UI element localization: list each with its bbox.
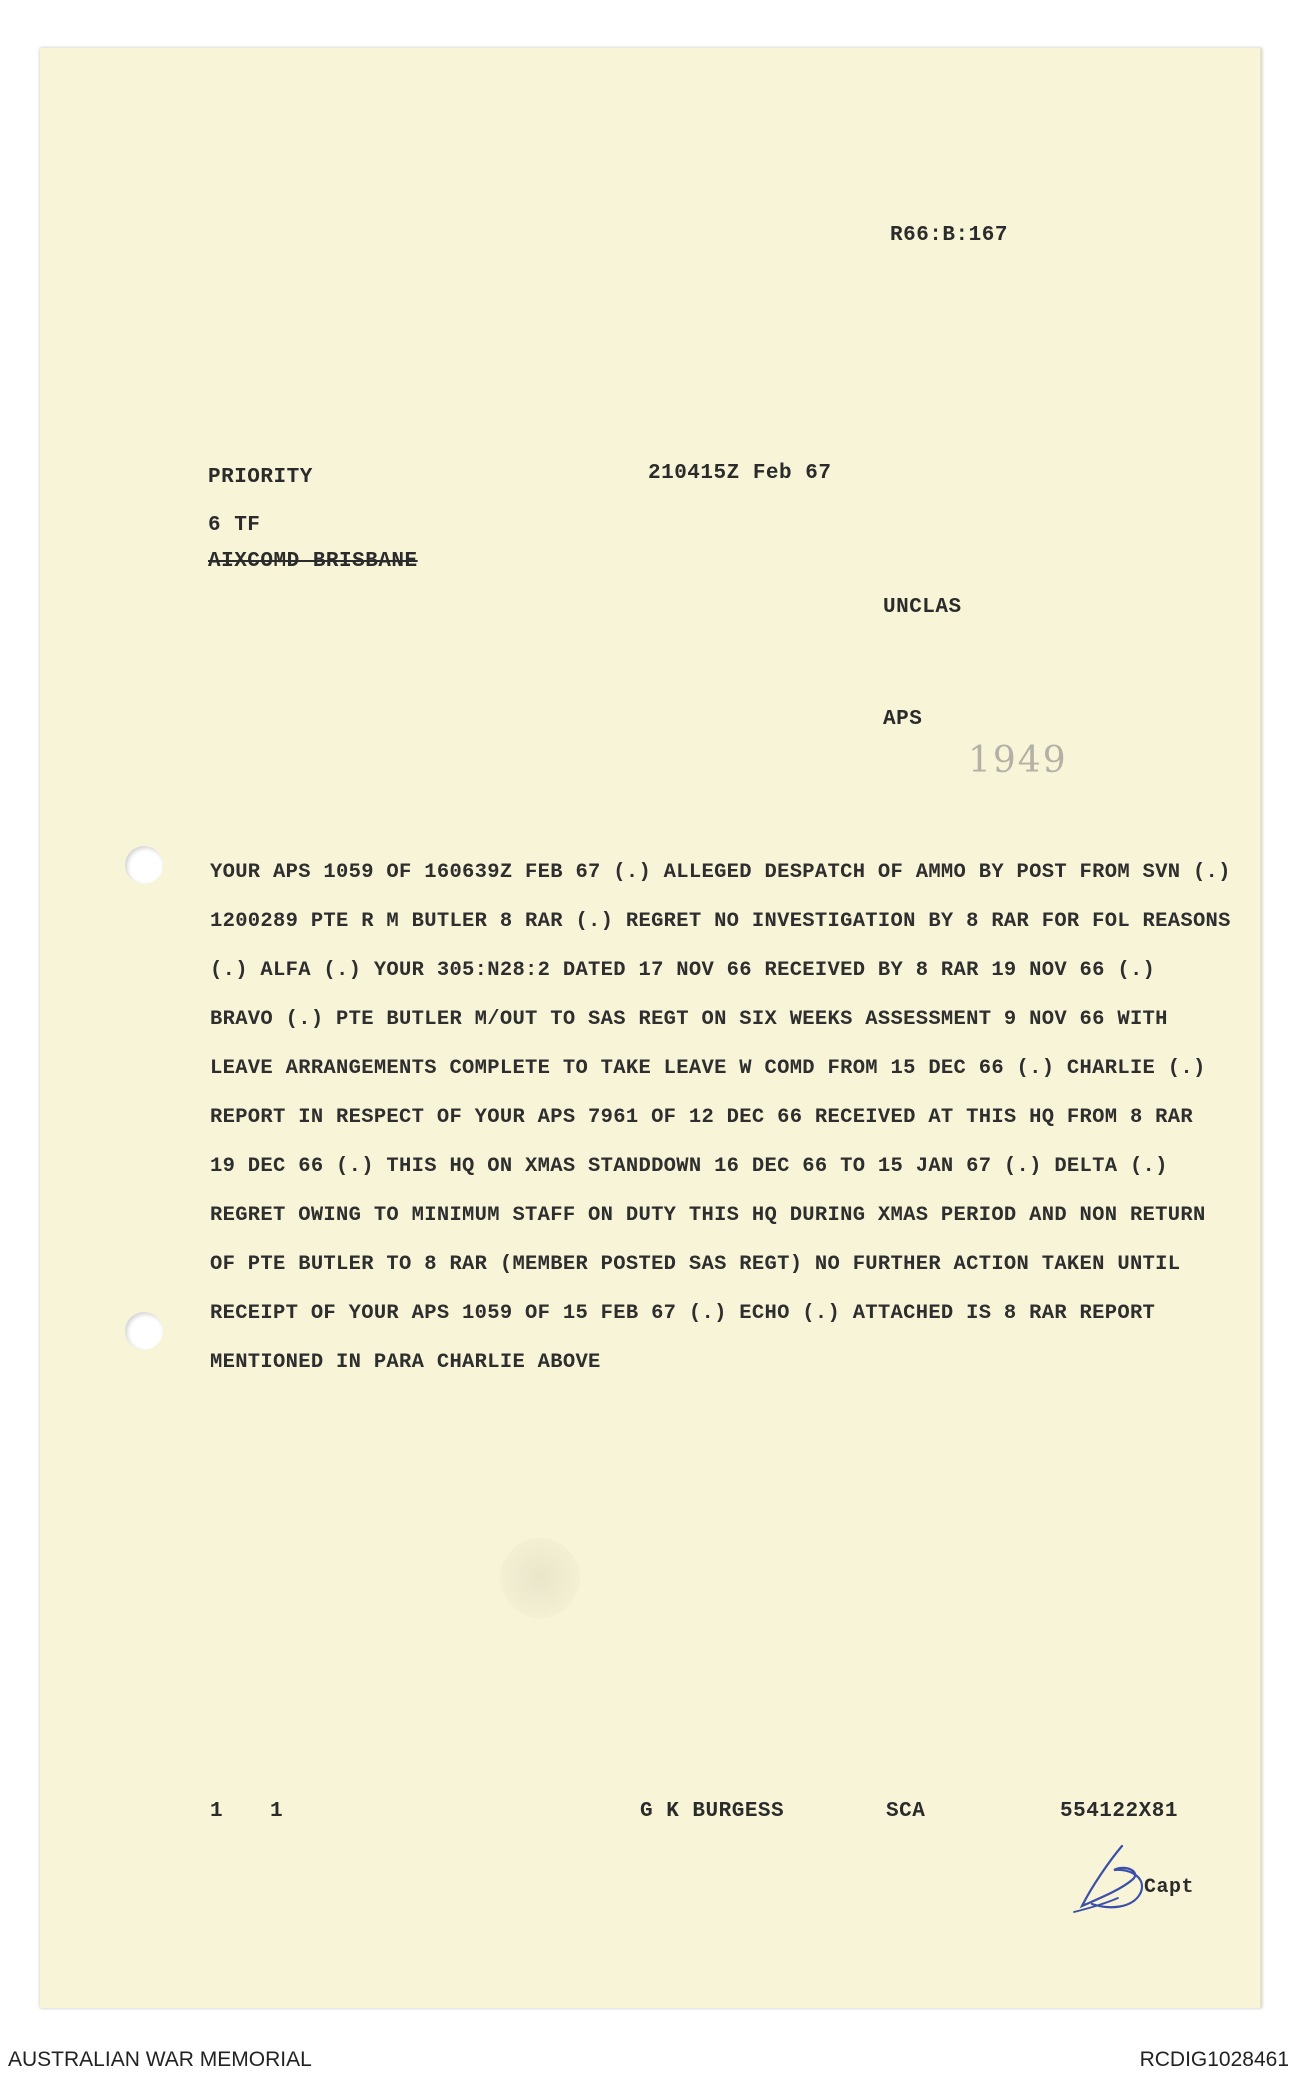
archive-institution: AUSTRALIAN WAR MEMORIAL	[8, 2048, 312, 2071]
paper-smudge	[500, 1538, 580, 1618]
aps-stamp-number: 1949	[968, 740, 1068, 781]
document-page	[40, 48, 1262, 2008]
body-line: LEAVE ARRANGEMENTS COMPLETE TO TAKE LEAVE W COMD FROM 15 DEC 66 (.) CHARLIE (.)	[210, 1057, 1206, 1080]
message-body	[210, 848, 1230, 1387]
classification: UNCLAS	[883, 596, 962, 619]
originator-name: G K BURGESS	[640, 1800, 785, 1823]
body-line: 19 DEC 66 (.) THIS HQ ON XMAS STANDDOWN 16 DEC 66 TO 15 JAN 67 (.) DELTA (.)	[210, 1155, 1168, 1178]
body-line: (.) ALFA (.) YOUR 305:N28:2 DATED 17 NOV 66 RECEIVED BY 8 RAR 19 NOV 66 (.)	[210, 959, 1156, 982]
appointment: SCA	[886, 1800, 926, 1823]
archive-catalogue-id: RCDIG1028461	[1139, 2048, 1289, 2071]
struck-out-addressee: AIXCOMD BRISBANE	[208, 550, 418, 573]
aps-label: APS	[883, 708, 923, 731]
body-line: REGRET OWING TO MINIMUM STAFF ON DUTY THIS HQ DURING XMAS PERIOD AND NON RETURN	[210, 1204, 1206, 1227]
body-line: REPORT IN RESPECT OF YOUR APS 7961 OF 12 DEC 66 RECEIVED AT THIS HQ FROM 8 RAR	[210, 1106, 1193, 1129]
body-line: BRAVO (.) PTE BUTLER M/OUT TO SAS REGT ON SIX WEEKS ASSESSMENT 9 NOV 66 WITH	[210, 1008, 1168, 1031]
body-line: OF PTE BUTLER TO 8 RAR (MEMBER POSTED SAS REGT) NO FURTHER ACTION TAKEN UNTIL	[210, 1253, 1181, 1276]
page-number: 1	[210, 1800, 224, 1823]
body-line: YOUR APS 1059 OF 160639Z FEB 67 (.) ALLEGED DESPATCH OF AMMO BY POST FROM SVN (.)	[210, 861, 1231, 884]
precedence: PRIORITY	[208, 466, 313, 489]
punch-hole-bottom	[125, 1312, 163, 1350]
body-line: 1200289 PTE R M BUTLER 8 RAR (.) REGRET NO INVESTIGATION BY 8 RAR FOR FOL REASONS	[210, 910, 1231, 933]
addressee: 6 TF	[208, 514, 261, 537]
service-number: 554122X81	[1060, 1800, 1178, 1823]
body-line: RECEIPT OF YOUR APS 1059 OF 15 FEB 67 (.) ECHO (.) ATTACHED IS 8 RAR REPORT	[210, 1302, 1156, 1325]
punch-hole-top	[125, 846, 163, 884]
file-reference: R66:B:167	[890, 224, 1008, 247]
body-line: MENTIONED IN PARA CHARLIE ABOVE	[210, 1351, 601, 1374]
date-time-group: 210415Z Feb 67	[648, 462, 832, 485]
page-total: 1	[270, 1800, 284, 1823]
rank: Capt	[1144, 1876, 1195, 1899]
